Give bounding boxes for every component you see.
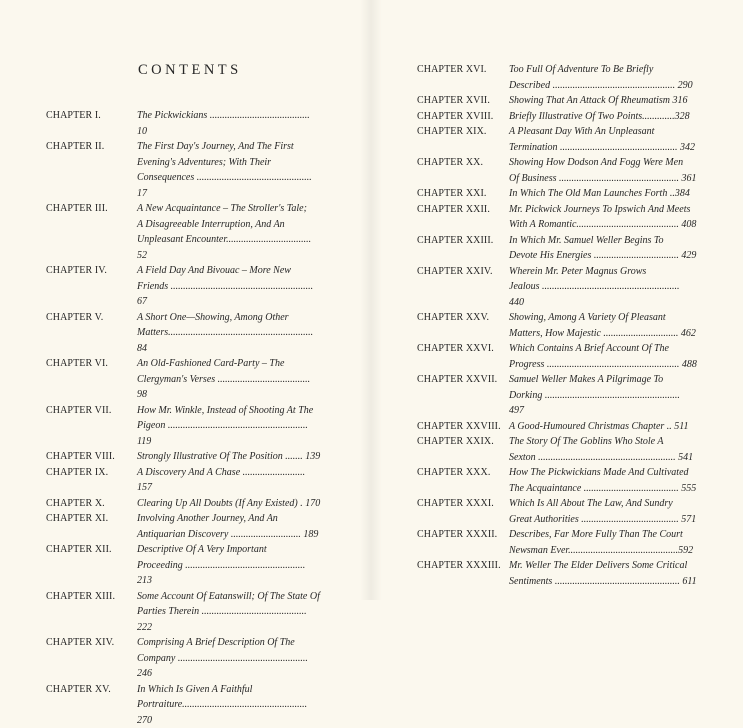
chapter-number: CHAPTER XXIV. (417, 264, 509, 280)
chapter-title: Mr. Pickwick Journeys To Ipswich And Meets With A Romantic......................................... 408 (509, 202, 697, 233)
chapter-number: CHAPTER XXXI. (417, 496, 509, 512)
toc-entry (46, 465, 322, 496)
chapter-title: Comprising A Brief Description Of The Company .................................................... 246 (137, 635, 322, 682)
chapter-number: CHAPTER I. (46, 108, 137, 124)
chapter-number: CHAPTER XXVIII. (417, 419, 509, 435)
chapter-title: In Which Is Given A Faithful Portraiture.................................................. 270 (137, 682, 322, 728)
toc-entry (417, 465, 697, 496)
chapter-number: CHAPTER XIX. (417, 124, 509, 140)
chapter-number: CHAPTER XXXIII. (417, 558, 509, 574)
chapter-title: Strongly Illustrative Of The Position ....... 139 (137, 449, 322, 465)
chapter-number: CHAPTER XV. (46, 682, 137, 698)
chapter-title: The Pickwickians ........................................ 10 (137, 108, 322, 139)
chapter-number: CHAPTER II. (46, 139, 137, 155)
chapter-title: Wherein Mr. Peter Magnus Grows Jealous ....................................................... 440 (509, 264, 697, 311)
chapter-number: CHAPTER XII. (46, 542, 137, 558)
chapter-number: CHAPTER VIII. (46, 449, 137, 465)
chapter-number: CHAPTER XIV. (46, 635, 137, 651)
toc-entry (46, 496, 322, 512)
chapter-number: CHAPTER XVI. (417, 62, 509, 78)
toc-entry (46, 682, 322, 728)
chapter-title: Which Is All About The Law, And Sundry Great Authorities ....................................... 571 (509, 496, 697, 527)
chapter-title: How Mr. Winkle, Instead of Shooting At The Pigeon ........................................................ 119 (137, 403, 322, 450)
chapter-number: CHAPTER VI. (46, 356, 137, 372)
chapter-number: CHAPTER XXX. (417, 465, 509, 481)
chapter-number: CHAPTER IX. (46, 465, 137, 481)
toc-entry (46, 108, 322, 139)
chapter-number: CHAPTER XXIX. (417, 434, 509, 450)
toc-entry (46, 139, 322, 201)
toc-entry (417, 558, 697, 589)
chapter-title: Describes, Far More Fully Than The Court Newsman Ever............................................592 (509, 527, 697, 558)
toc-entry (417, 341, 697, 372)
toc-entry (417, 434, 697, 465)
toc-entry (417, 310, 697, 341)
chapter-number: CHAPTER IV. (46, 263, 137, 279)
toc-entry (46, 542, 322, 589)
toc-entry (417, 109, 697, 125)
toc-entry (46, 403, 322, 450)
chapter-title: A Good-Humoured Christmas Chapter .. 511 (509, 419, 697, 435)
chapter-title: A Short One—Showing, Among Other Matters.......................................................... 84 (137, 310, 322, 357)
contents-heading: CONTENTS (138, 62, 242, 79)
chapter-title: A Discovery And A Chase ......................... 157 (137, 465, 322, 496)
chapter-number: CHAPTER XVII. (417, 93, 509, 109)
toc-entry (46, 263, 322, 310)
toc-entry (46, 635, 322, 682)
chapter-title: The First Day's Journey, And The First Evening's Adventures; With Their Consequences .............................................. 17 (137, 139, 322, 201)
toc-entry (46, 201, 322, 263)
chapter-number: CHAPTER XI. (46, 511, 137, 527)
chapter-number: CHAPTER XXVII. (417, 372, 509, 388)
toc-entry (417, 62, 697, 93)
toc-entry (46, 589, 322, 636)
chapter-title: Showing How Dodson And Fogg Were Men Of Business ................................................ 361 (509, 155, 697, 186)
chapter-title: A Field Day And Bivouac – More New Friends ......................................................... 67 (137, 263, 322, 310)
chapter-title: Briefly Illustrative Of Two Points.............328 (509, 109, 697, 125)
left-page (0, 0, 371, 600)
right-page (371, 0, 743, 600)
chapter-number: CHAPTER XXVI. (417, 341, 509, 357)
toc-entry (417, 93, 697, 109)
chapter-title: In Which The Old Man Launches Forth ..384 (509, 186, 697, 202)
toc-entry (46, 356, 322, 403)
chapter-title: Clearing Up All Doubts (If Any Existed) . 170 (137, 496, 322, 512)
toc-entry (417, 264, 697, 311)
chapter-title: Samuel Weller Makes A Pilgrimage To Dorking ...................................................... 497 (509, 372, 697, 419)
chapter-title: How The Pickwickians Made And Cultivated The Acquaintance ...................................... 555 (509, 465, 697, 496)
chapter-number: CHAPTER X. (46, 496, 137, 512)
toc-entry (46, 511, 322, 542)
chapter-title: Showing, Among A Variety Of Pleasant Matters, How Majestic .............................. 462 (509, 310, 697, 341)
chapter-title: Involving Another Journey, And An Antiquarian Discovery ............................ 189 (137, 511, 322, 542)
chapter-title: Showing That An Attack Of Rheumatism 316 (509, 93, 697, 109)
chapter-title: Which Contains A Brief Account Of The Progress ..................................................... 488 (509, 341, 697, 372)
chapter-number: CHAPTER XVIII. (417, 109, 509, 125)
chapter-title: In Which Mr. Samuel Weller Begins To Devote His Energies .................................. 429 (509, 233, 697, 264)
toc-entry (46, 310, 322, 357)
toc-entry (46, 449, 322, 465)
toc-left-column (46, 108, 322, 728)
toc-entry (417, 496, 697, 527)
toc-right-column (417, 62, 697, 589)
chapter-title: An Old-Fashioned Card-Party – The Clergyman's Verses ..................................... 98 (137, 356, 322, 403)
chapter-title: Mr. Weller The Elder Delivers Some Critical Sentiments .................................................. 611 (509, 558, 697, 589)
toc-entry (417, 186, 697, 202)
chapter-number: CHAPTER XXII. (417, 202, 509, 218)
chapter-number: CHAPTER XXV. (417, 310, 509, 326)
chapter-title: Descriptive Of A Very Important Proceeding ................................................ 213 (137, 542, 322, 589)
chapter-number: CHAPTER XIII. (46, 589, 137, 605)
toc-entry (417, 155, 697, 186)
toc-entry (417, 527, 697, 558)
chapter-number: CHAPTER XXXII. (417, 527, 509, 543)
chapter-title: Too Full Of Adventure To Be Briefly Described ................................................. 290 (509, 62, 697, 93)
chapter-title: Some Account Of Eatanswill; Of The State Of Parties Therein .......................................... 222 (137, 589, 322, 636)
toc-entry (417, 372, 697, 419)
chapter-title: A Pleasant Day With An Unpleasant Termination ............................................... 342 (509, 124, 697, 155)
chapter-number: CHAPTER V. (46, 310, 137, 326)
toc-entry (417, 233, 697, 264)
toc-entry (417, 202, 697, 233)
chapter-number: CHAPTER III. (46, 201, 137, 217)
chapter-number: CHAPTER XXI. (417, 186, 509, 202)
chapter-title: The Story Of The Goblins Who Stole A Sexton ....................................................... 541 (509, 434, 697, 465)
chapter-number: CHAPTER XXIII. (417, 233, 509, 249)
chapter-number: CHAPTER XX. (417, 155, 509, 171)
toc-entry (417, 419, 697, 435)
toc-entry (417, 124, 697, 155)
chapter-number: CHAPTER VII. (46, 403, 137, 419)
chapter-title: A New Acquaintance – The Stroller's Tale; A Disagreeable Interruption, And An Unpleasant Encounter.................................. 52 (137, 201, 322, 263)
